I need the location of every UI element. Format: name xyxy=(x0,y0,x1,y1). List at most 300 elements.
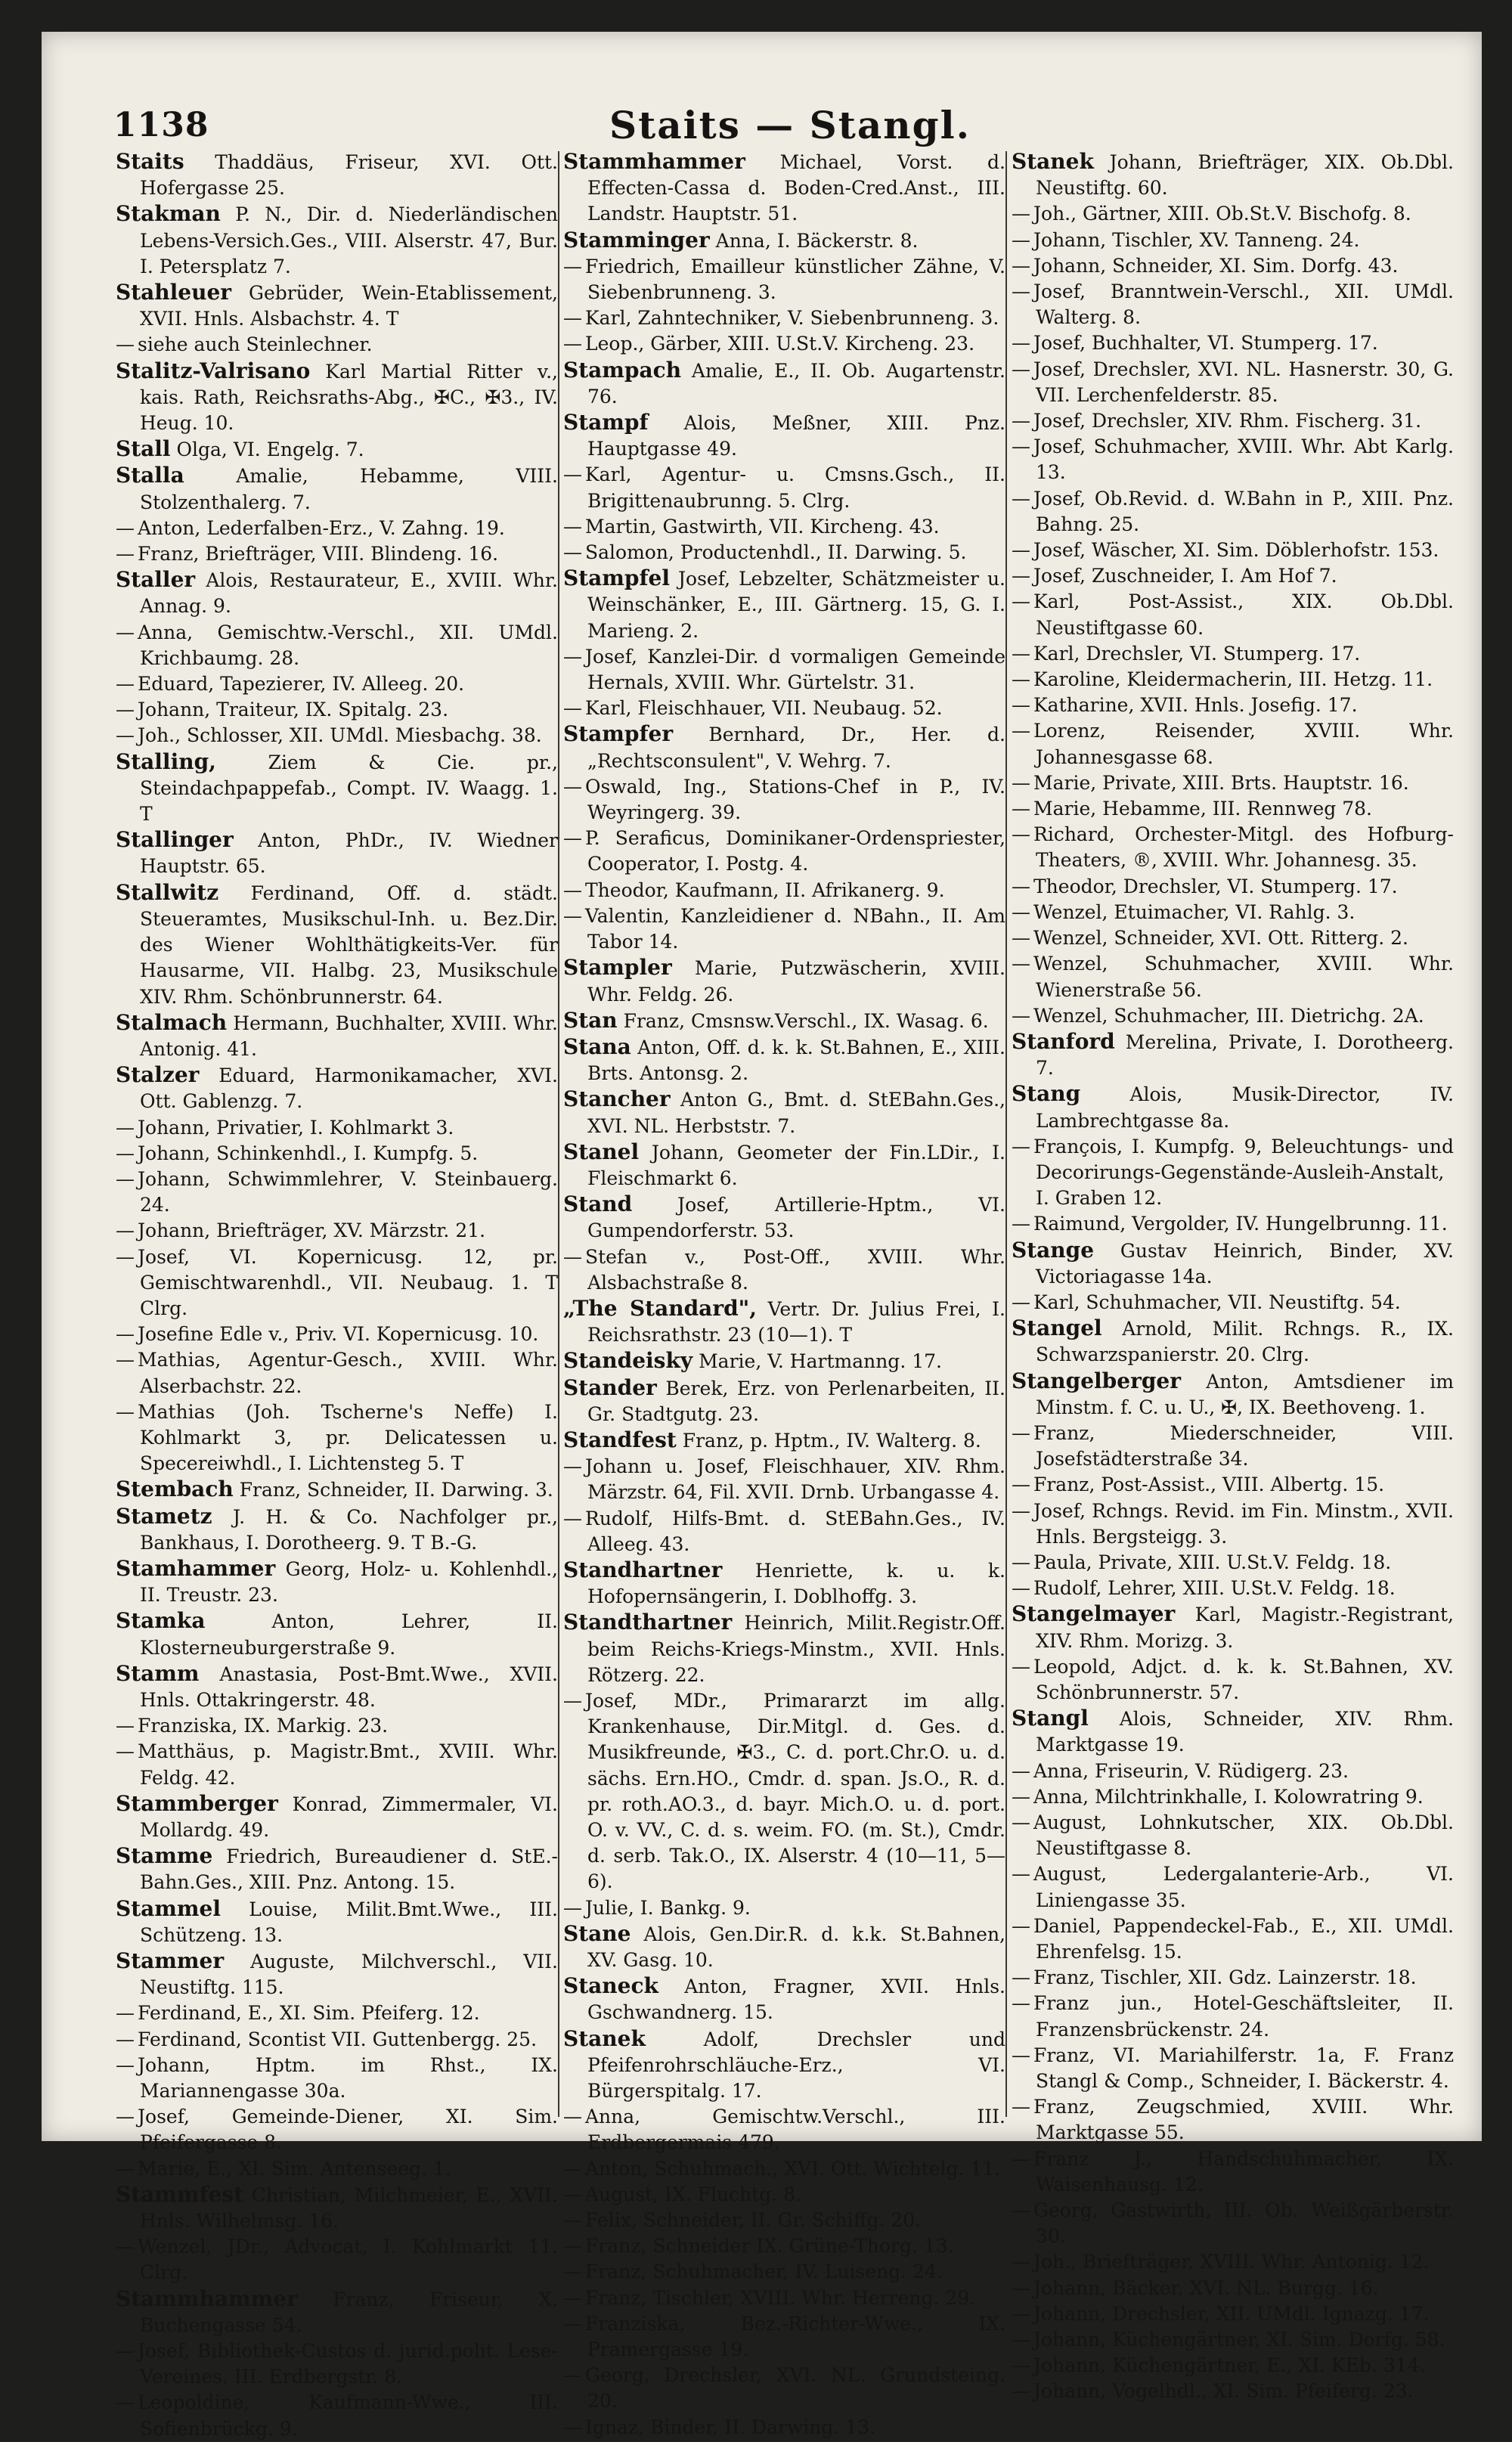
continuation-dash: — xyxy=(116,1116,135,1139)
directory-entry xyxy=(116,620,558,671)
continuation-dash: — xyxy=(1012,1551,1030,1573)
entry-text: Josef, Artillerie-Hptm., VI. Gumpendorferstr. 53. xyxy=(587,1194,1006,1242)
entry-text: Anton, Lehrer, II. Klosterneuburgerstraße 9. xyxy=(140,1610,558,1659)
continuation-dash: — xyxy=(116,2106,135,2128)
directory-entry xyxy=(1012,486,1454,538)
directory-entry xyxy=(1012,1810,1454,1861)
entry-text: Mathias, Agentur-Gesch., XVIII. Whr. Alserbachstr. 22. xyxy=(138,1349,558,1397)
directory-entry xyxy=(116,1010,558,1062)
entry-text: Johann, Küchengärtner, XI. Sim. Dorfg. 58. xyxy=(1033,2329,1445,2351)
continuation-dash: — xyxy=(116,1400,135,1423)
directory-entry xyxy=(563,2311,1005,2363)
entry-text: Josef, MDr., Primararzt im allg. Krankenhause, Dir.Mitgl. d. Ges. d. Musikfreunde, ✠3., C. d. port.Chr.O. u. d. sächs. Ern.HO., Cmdr. d. span. Js.O., R. d. pr. roth.AO.3., d. bayr. Mich.O. u. d. port. O. v. VV., C. d. s. weim. FO. (m. St.), Cmdr. d. serb. Tak.O., IX. Alserstr. 4 (10—11, 5—6). xyxy=(585,1689,1005,1893)
directory-entry xyxy=(1012,900,1454,925)
entry-text: Leopold, Adjct. d. k. k. St.Bahnen, XV. Schönbrunnerstr. 57. xyxy=(1033,1655,1454,1703)
entry-text: Johann, Tischler, XV. Tanneng. 24. xyxy=(1033,228,1360,251)
entry-surname: Stall xyxy=(116,436,171,462)
continuation-dash: — xyxy=(563,1689,582,1712)
directory-entry xyxy=(563,1192,1005,1244)
continuation-dash: — xyxy=(563,541,582,564)
directory-entry xyxy=(1012,1965,1454,1991)
directory-entry xyxy=(116,697,558,723)
directory-entry xyxy=(1012,1654,1454,1706)
directory-entry xyxy=(116,1347,558,1399)
entry-surname: Stangl xyxy=(1012,1706,1089,1731)
directory-entry xyxy=(563,2259,1005,2285)
entry-text: Johann, Bäcker, XVI. NL. Burgg. 16. xyxy=(1033,2276,1379,2299)
directory-page xyxy=(42,32,1482,2440)
entry-text: Rudolf, Hilfs-Bmt. d. StEBahn.Ges., IV. Alleeg. 43. xyxy=(585,1507,1005,1555)
entry-text: Anastasia, Post-Bmt.Wwe., XVII. Hnls. Ottakringerstr. 48. xyxy=(140,1663,558,1711)
entry-text: Johann u. Josef, Fleischhauer, XIV. Rhm. Märzstr. 64, Fil. XVII. Drnb. Urbangasse 4. xyxy=(585,1455,1005,1504)
continuation-dash: — xyxy=(1012,2380,1030,2403)
entry-text: Leop., Gärber, XIII. U.St.V. Kircheng. 23. xyxy=(585,333,975,355)
entry-surname: Stalitz-Valrisano xyxy=(116,358,311,383)
entry-text: Georg, Drechsler, XVI. NL. Grundsteing. 20. xyxy=(585,2364,1005,2413)
directory-entry xyxy=(1012,253,1454,279)
directory-entry xyxy=(116,880,558,1010)
directory-entry xyxy=(563,358,1005,410)
directory-entry xyxy=(116,2286,558,2338)
entry-surname: Stembach xyxy=(116,1477,234,1502)
column-divider xyxy=(1005,151,1007,2117)
entry-text: August, IX. Fluchtg. 8. xyxy=(585,2183,801,2205)
continuation-dash: — xyxy=(1012,332,1030,355)
entry-surname: Stange xyxy=(1012,1237,1095,1263)
directory-entry xyxy=(1012,1991,1454,2042)
entry-text: Salomon, Productenhdl., II. Darwing. 5. xyxy=(585,541,967,564)
continuation-dash: — xyxy=(1012,590,1030,613)
entry-text: Franz, Zeugschmied, XVIII. Whr. Marktgasse 55. xyxy=(1033,2096,1454,2144)
directory-entry xyxy=(563,1610,1005,1688)
entry-text: Felix, Schneider, II. Gr. Schiffg. 20. xyxy=(585,2209,922,2232)
entry-text: Ferdinand, Scontist VII. Guttenbergg. 25. xyxy=(138,2028,538,2050)
directory-entry xyxy=(563,2182,1005,2208)
entry-text: Johann, Vogelhdl., XI. Sim. Pfeiferg. 23. xyxy=(1033,2380,1414,2403)
entry-text: Johann, Schinkenhdl., I. Kumpfg. 5. xyxy=(138,1142,479,1164)
continuation-dash: — xyxy=(1012,254,1030,277)
continuation-dash: — xyxy=(1012,1785,1030,1808)
entry-text: Ferdinand, Off. d. städt. Steueramtes, Musikschul-Inh. u. Bez.Dir. des Wiener Wohlthätigkeits-Ver. für Hausarme, VII. Halbg. 23, Musikschule XIV. Rhm. Schönbrunnerstr. 64. xyxy=(140,882,558,1008)
continuation-dash: — xyxy=(1012,1655,1030,1678)
directory-entry xyxy=(116,2338,558,2390)
directory-entry xyxy=(563,1506,1005,1557)
entry-text: Anna, Gemischtw.Verschl., III. Erdbergermais 479. xyxy=(585,2106,1005,2154)
directory-entry xyxy=(563,1557,1005,1610)
entry-text: Wenzel, Etuimacher, VI. Rahlg. 3. xyxy=(1033,900,1356,923)
entry-text: Arnold, Milit. Rchngs. R., IX. Schwarzspanierstr. 20. Clrg. xyxy=(1036,1318,1454,1366)
entry-surname: Stammer xyxy=(116,1948,225,1974)
entry-text: Johann, Hptm. im Rhst., IX. Mariannengasse 30a. xyxy=(138,2053,558,2103)
entry-text: Matthäus, p. Magistr.Bmt., XVIII. Whr. Feldg. 42. xyxy=(138,1740,558,1789)
entry-surname: Standeisky xyxy=(563,1348,693,1374)
continuation-dash: — xyxy=(563,775,582,798)
directory-entry xyxy=(116,149,558,201)
continuation-dash: — xyxy=(1012,900,1030,923)
continuation-dash: — xyxy=(1012,1992,1030,2015)
continuation-dash: — xyxy=(1012,203,1030,225)
continuation-dash: — xyxy=(563,2261,582,2283)
directory-entry xyxy=(563,1921,1005,1973)
directory-entry xyxy=(116,541,558,567)
entry-text: Lorenz, Reisender, XVIII. Whr. Johannesgasse 68. xyxy=(1033,720,1454,768)
directory-entry xyxy=(563,826,1005,877)
continuation-dash: — xyxy=(563,2416,582,2438)
entry-text: Josefine Edle v., Priv. VI. Kopernicusg. 10. xyxy=(138,1323,539,1346)
entry-text: August, Lohnkutscher, XIX. Ob.Dbl. Neustiftgasse 8. xyxy=(1033,1811,1454,1860)
entry-surname: Stampach xyxy=(563,357,682,383)
entry-text: Anna, I. Bäckerstr. 8. xyxy=(715,229,919,252)
directory-entry xyxy=(1012,2094,1454,2146)
entry-surname: Standthartner xyxy=(563,1610,733,1635)
directory-entry xyxy=(116,2053,558,2104)
continuation-dash: — xyxy=(1012,1914,1030,1937)
continuation-dash: — xyxy=(563,2106,582,2128)
entry-surname: Stametz xyxy=(116,1503,212,1529)
continuation-dash: — xyxy=(116,2157,135,2180)
entry-text: Anna, Friseurin, V. Rüdigerg. 23. xyxy=(1033,1759,1349,1782)
continuation-dash: — xyxy=(1012,2302,1030,2325)
directory-entry xyxy=(1012,1914,1454,1965)
directory-entry xyxy=(116,1948,558,2000)
continuation-dash: — xyxy=(563,2183,582,2205)
entry-surname: Standhartner xyxy=(563,1557,723,1582)
directory-entry xyxy=(116,723,558,748)
entry-text: Josef, Branntwein-Verschl., XII. UMdl. Walterg. 8. xyxy=(1033,280,1454,329)
directory-entry xyxy=(1012,2198,1454,2249)
entry-text: Theodor, Drechsler, VI. Stumperg. 17. xyxy=(1033,875,1398,897)
directory-entry xyxy=(116,332,558,358)
entry-surname: Stalla xyxy=(116,463,184,488)
entry-surname: Stahleuer xyxy=(116,280,232,305)
directory-entry xyxy=(563,462,1005,513)
directory-entry xyxy=(563,1348,1005,1374)
continuation-dash: — xyxy=(563,1896,582,1919)
entry-text: Franz, p. Hptm., IV. Walterg. 8. xyxy=(682,1429,981,1452)
directory-entry xyxy=(1012,874,1454,900)
continuation-dash: — xyxy=(1012,435,1030,458)
entry-text: Alois, Meßner, XIII. Pnz. Hauptgasse 49. xyxy=(587,412,1006,460)
directory-entry xyxy=(1012,822,1454,873)
entry-text: Franz, Tischler, XII. Gdz. Lainzerstr. 18. xyxy=(1033,1966,1417,1989)
directory-entry xyxy=(1012,2276,1454,2301)
continuation-dash: — xyxy=(116,1219,135,1242)
directory-entry xyxy=(116,1141,558,1167)
entry-text: Thaddäus, Friseur, XVI. Ott. Hofergasse 25. xyxy=(140,151,558,200)
entry-surname: Stampfer xyxy=(563,721,674,747)
directory-entry xyxy=(1012,330,1454,356)
entry-text: Franz, VI. Mariahilferstr. 1a, F. Franz Stangl & Comp., Schneider, I. Bäckerstr. 4. xyxy=(1033,2044,1454,2093)
directory-entry xyxy=(1012,1316,1454,1368)
continuation-dash: — xyxy=(1012,228,1030,251)
directory-entry xyxy=(1012,201,1454,227)
entry-text: Josef, Zuschneider, I. Am Hof 7. xyxy=(1033,565,1337,587)
directory-entry xyxy=(563,2363,1005,2414)
entry-text: Mathias (Joh. Tscherne's Neffe) I. Kohlmarkt 3, pr. Delicatessen u. Specereiwhdl., I. Lichtensteg 5. T xyxy=(138,1400,558,1475)
continuation-dash: — xyxy=(116,1142,135,1164)
directory-entry xyxy=(116,1218,558,1244)
directory-entry xyxy=(563,1086,1005,1139)
continuation-dash: — xyxy=(116,2236,135,2258)
directory-entry xyxy=(563,228,1005,254)
directory-entry xyxy=(1012,2353,1454,2378)
continuation-dash: — xyxy=(1012,358,1030,380)
directory-entry xyxy=(116,1896,558,1948)
directory-entry xyxy=(1012,1421,1454,1472)
entry-text: Josef, Ob.Revid. d. W.Bahn in P., XIII. Pnz. Bahng. 25. xyxy=(1033,487,1454,535)
entry-text: Michael, Vorst. d. Effecten-Cassa d. Boden-Cred.Anst., III. Landstr. Hauptstr. 51. xyxy=(587,151,1005,225)
entry-text: Adolf, Drechsler und Pfeifenrohrschläuche-Erz., VI. Bürgerspitalg. 17. xyxy=(587,2028,1005,2103)
directory-entry xyxy=(1012,538,1454,563)
directory-entry xyxy=(1012,1576,1454,1601)
continuation-dash: — xyxy=(563,2286,582,2309)
directory-entry xyxy=(563,305,1005,331)
directory-entry xyxy=(116,1713,558,1739)
continuation-dash: — xyxy=(1012,1004,1030,1027)
directory-entry xyxy=(116,1791,558,1843)
directory-entry xyxy=(116,1399,558,1477)
entry-surname: Stander xyxy=(563,1374,657,1400)
directory-entry xyxy=(116,1556,558,1608)
entry-text: Auguste, Milchverschl., VII. Neustiftg. 115. xyxy=(140,1951,558,1999)
entry-text: Gebrüder, Wein-Etablissement, XVII. Hnls. Alsbachstr. 4. T xyxy=(140,282,558,330)
directory-entry xyxy=(1012,2301,1454,2327)
entry-surname: Stanek xyxy=(1012,149,1094,174)
entry-text: Friedrich, Bureaudiener d. StE.-Bahn.Ges., XIII. Pnz. Antong. 15. xyxy=(140,1845,558,1894)
directory-entry xyxy=(1012,770,1454,796)
entry-text: Raimund, Vergolder, IV. Hungelbrunng. 11. xyxy=(1033,1213,1448,1235)
directory-entry xyxy=(563,1454,1005,1505)
directory-entry xyxy=(1012,1498,1454,1550)
entry-text: Johann, Privatier, I. Kohlmarkt 3. xyxy=(138,1116,454,1139)
entry-text: Josef, Drechsler, XIV. Rhm. Fischerg. 31. xyxy=(1033,410,1422,432)
entry-text: Anna, Gemischtw.-Verschl., XII. UMdl. Krichbaumg. 28. xyxy=(138,621,558,669)
continuation-dash: — xyxy=(116,516,135,539)
entry-text: Olga, VI. Engelg. 7. xyxy=(176,439,364,461)
continuation-dash: — xyxy=(116,333,135,356)
entry-text: Marie, E., XI. Sim. Antenseeg. 1. xyxy=(138,2157,451,2180)
entry-surname: Stammhammer xyxy=(563,149,745,174)
directory-entry xyxy=(1012,2378,1454,2404)
entry-text: J. H. & Co. Nachfolger pr., Bankhaus, I. Dorotheerg. 9. T B.-G. xyxy=(140,1505,559,1554)
entry-text: Alois, Schneider, XIV. Rhm. Marktgasse 19. xyxy=(1036,1708,1454,1756)
entry-text: Josef, Kanzlei-Dir. d vormaligen Gemeinde Hernals, XVIII. Whr. Gürtelstr. 31. xyxy=(585,645,1005,694)
continuation-dash: — xyxy=(116,1349,135,1371)
continuation-dash: — xyxy=(563,1507,582,1529)
directory-entry xyxy=(116,2156,558,2182)
entry-text: Anton, Off. d. k. k. St.Bahnen, E., XIII. Brts. Antonsg. 2. xyxy=(587,1036,1005,1085)
continuation-dash: — xyxy=(563,2157,582,2180)
directory-entry xyxy=(1012,718,1454,770)
directory-entry xyxy=(563,644,1005,696)
directory-entry xyxy=(1012,563,1454,589)
continuation-dash: — xyxy=(1012,668,1030,691)
directory-entry xyxy=(563,1427,1005,1454)
continuation-dash: — xyxy=(563,2312,582,2335)
entry-text: Paula, Private, XIII. U.St.V. Feldg. 18. xyxy=(1033,1551,1392,1573)
continuation-dash: — xyxy=(563,697,582,720)
continuation-dash: — xyxy=(1012,1135,1030,1157)
directory-entry xyxy=(1012,149,1454,201)
directory-entry xyxy=(1012,357,1454,408)
directory-entry xyxy=(563,1688,1005,1895)
directory-entry xyxy=(1012,408,1454,434)
entry-surname: Stampfel xyxy=(563,566,670,591)
continuation-dash: — xyxy=(563,515,582,538)
directory-entry xyxy=(116,516,558,541)
directory-entry xyxy=(563,2415,1005,2440)
continuation-dash: — xyxy=(1012,2251,1030,2273)
entry-text: Katharine, XVII. Hnls. Josefig. 17. xyxy=(1033,694,1358,717)
entry-surname: Stanek xyxy=(563,2025,646,2051)
directory-entry xyxy=(116,671,558,697)
entry-text: Franz, Schneider, II. Darwing. 3. xyxy=(239,1479,553,1501)
continuation-dash: — xyxy=(1012,1577,1030,1600)
entry-surname: Stallinger xyxy=(116,827,234,853)
entry-surname: Standfest xyxy=(563,1427,677,1452)
entry-text: Anton, Schuhmach., XVI. Ott. Wichtelg. 11. xyxy=(585,2157,1001,2180)
entry-surname: Stane xyxy=(563,1920,631,1946)
entry-text: Louise, Milit.Bmt.Wwe., III. Schützeng. 13. xyxy=(140,1898,558,1946)
entry-surname: Stamminger xyxy=(563,227,710,253)
directory-entry xyxy=(1012,667,1454,693)
continuation-dash: — xyxy=(116,2391,135,2414)
entry-text: Marie, V. Hartmanng. 17. xyxy=(699,1350,942,1373)
continuation-dash: — xyxy=(1012,642,1030,665)
directory-entry xyxy=(116,1062,558,1114)
entry-text: Daniel, Pappendeckel-Fab., E., XII. UMdl. Ehrenfelsg. 15. xyxy=(1033,1914,1454,1963)
entry-text: Leopoldine, Kaufmann-Wwe., III. Sofienbrückg. 9. xyxy=(138,2391,558,2440)
continuation-dash: — xyxy=(116,543,135,566)
entry-text: François, I. Kumpfg. 9, Beleuchtungs- und Decorirungs-Gegenstände-Ausleih-Anstalt, I. Graben 12. xyxy=(1033,1135,1454,1210)
directory-entry xyxy=(1012,1211,1454,1237)
entry-text: siehe auch Steinlechner. xyxy=(138,333,373,356)
directory-entry xyxy=(1012,589,1454,640)
directory-entry xyxy=(116,1167,558,1218)
entry-text: Johann, Traiteur, IX. Spitalg. 23. xyxy=(138,699,449,721)
column-divider xyxy=(558,151,559,2117)
entry-surname: Stampf xyxy=(563,410,649,435)
continuation-dash: — xyxy=(1012,823,1030,846)
continuation-dash: — xyxy=(1012,1811,1030,1833)
continuation-dash: — xyxy=(563,307,582,330)
continuation-dash: — xyxy=(116,2053,135,2076)
directory-entry xyxy=(1012,1601,1454,1653)
continuation-dash: — xyxy=(1012,1291,1030,1313)
entry-text: Wenzel, Schuhmacher, III. Dietrichg. 2A. xyxy=(1033,1004,1424,1027)
entry-text: Wenzel, Schuhmacher, XVIII. Whr. Wienerstraße 56. xyxy=(1033,953,1454,1001)
entry-text: Amalie, Hebamme, VIII. Stolzenthalerg. 7. xyxy=(140,465,558,513)
continuation-dash: — xyxy=(116,1715,135,1737)
continuation-dash: — xyxy=(563,904,582,927)
directory-entry xyxy=(1012,1368,1454,1421)
directory-entry xyxy=(1012,925,1454,951)
directory-entry xyxy=(563,254,1005,305)
entry-text: Franziska, Bez.-Richter-Wwe., IX. Pramergasse 19. xyxy=(585,2312,1005,2361)
entry-text: Franz, Post-Assist., VIII. Albertg. 15. xyxy=(1033,1474,1385,1496)
directory-entry xyxy=(1012,951,1454,1003)
directory-entry xyxy=(1012,1472,1454,1498)
entry-surname: Stamhammer xyxy=(116,1555,276,1581)
continuation-dash: — xyxy=(116,2002,135,2025)
entry-text: Martin, Gastwirth, VII. Kircheng. 43. xyxy=(585,515,940,538)
directory-entry xyxy=(1012,1706,1454,1758)
entry-text: Anton, Fragner, XVII. Hnls. Gschwandnerg. 15. xyxy=(587,1976,1005,2024)
entry-text: Alois, Musik-Director, IV. Lambrechtgasse 8a. xyxy=(1036,1083,1454,1132)
directory-entry xyxy=(1012,693,1454,718)
entry-text: Josef, Gemeinde-Diener, XI. Sim. Pfeifergasse 8. xyxy=(138,2106,558,2154)
directory-entry xyxy=(116,2104,558,2155)
continuation-dash: — xyxy=(116,2028,135,2050)
entry-text: Oswald, Ing., Stations-Chef in P., IV. Weyringerg. 39. xyxy=(585,775,1005,824)
entry-text: Julie, I. Bankg. 9. xyxy=(585,1896,751,1919)
continuation-dash: — xyxy=(563,827,582,850)
directory-entry xyxy=(116,2234,558,2286)
entry-text: P. Seraficus, Dominikaner-Ordenspriester, Cooperator, I. Postg. 4. xyxy=(585,827,1005,875)
directory-entry xyxy=(1012,1029,1454,1081)
directory-entry xyxy=(116,201,558,280)
entry-text: Marie, Hebamme, III. Rennweg 78. xyxy=(1033,798,1372,820)
continuation-dash: — xyxy=(563,2235,582,2258)
directory-entry xyxy=(1012,1784,1454,1810)
entry-text: Josef, Buchhalter, VI. Stumperg. 17. xyxy=(1033,332,1378,355)
entry-text: Georg, Holz- u. Kohlenhdl., II. Treustr. 23. xyxy=(140,1557,558,1607)
entry-surname: Stangelmayer xyxy=(1012,1601,1176,1627)
entry-text: Ziem & Cie. pr., Steindachpappefab., Compt. IV. Waagg. 1. T xyxy=(140,751,558,826)
entry-text: Merelina, Private, I. Dorotheerg. 7. xyxy=(1036,1030,1454,1080)
directory-entry xyxy=(563,540,1005,566)
continuation-dash: — xyxy=(1012,539,1030,562)
continuation-dash: — xyxy=(116,724,135,747)
entry-text: Vertr. Dr. Julius Frei, I. Reichsrathstr. 23 (10—1). T xyxy=(587,1297,1005,1347)
entry-text: Franz, Tischler, XVIII. Whr. Herreng. 29. xyxy=(585,2286,976,2309)
directory-entry xyxy=(1012,2327,1454,2353)
directory-entry xyxy=(563,1034,1005,1086)
entry-text: Bernhard, Dr., Her. d. „Rechtsconsulent", V. Wehrg. 7. xyxy=(587,724,1005,772)
directory-entry xyxy=(563,2233,1005,2259)
entry-text: Hermann, Buchhalter, XVIII. Whr. Antonig. 41. xyxy=(140,1012,559,1060)
continuation-dash: — xyxy=(563,879,582,901)
entry-text: Franz, Friseur, X. Buchengasse 54. xyxy=(140,2288,558,2336)
continuation-dash: — xyxy=(563,463,582,486)
continuation-dash: — xyxy=(1012,1863,1030,1886)
continuation-dash: — xyxy=(563,645,582,668)
entry-text: Johann, Drechsler, XII. UMdl. Ignazg. 17. xyxy=(1033,2302,1430,2325)
continuation-dash: — xyxy=(116,621,135,643)
directory-entry xyxy=(116,463,558,515)
directory-entry xyxy=(1012,1861,1454,1913)
entry-text: Karl, Zahntechniker, V. Siebenbrunneng. 3. xyxy=(585,307,999,330)
directory-entry xyxy=(563,2026,1005,2105)
directory-entry xyxy=(563,514,1005,540)
directory-entry xyxy=(563,2208,1005,2233)
entry-text: Anton G., Bmt. d. StEBahn.Ges., XVI. NL. Herbststr. 7. xyxy=(587,1089,1005,1137)
entry-text: Alois, Restaurateur, E., XVIII. Whr. Annag. 9. xyxy=(140,569,558,618)
column-3 xyxy=(1012,149,1455,2403)
entry-surname: Stand xyxy=(563,1192,633,1217)
continuation-dash: — xyxy=(1012,2199,1030,2222)
directory-entry xyxy=(116,1739,558,1790)
entry-surname: Stammhammer xyxy=(116,2286,298,2311)
directory-entry xyxy=(1012,1003,1454,1029)
entry-surname: Stamka xyxy=(116,1608,206,1634)
entry-surname: Stamme xyxy=(116,1843,213,1869)
entry-text: P. N., Dir. d. Niederländischen Lebens-Versich.Ges., VIII. Alserstr. 47, Bur. I. Petersplatz 7. xyxy=(140,203,558,277)
directory-entry xyxy=(563,1375,1005,1427)
column-2 xyxy=(563,149,1006,2438)
continuation-dash: — xyxy=(1012,1474,1030,1496)
entry-text: Johann, Schneider, XI. Sim. Dorfg. 43. xyxy=(1033,254,1399,277)
